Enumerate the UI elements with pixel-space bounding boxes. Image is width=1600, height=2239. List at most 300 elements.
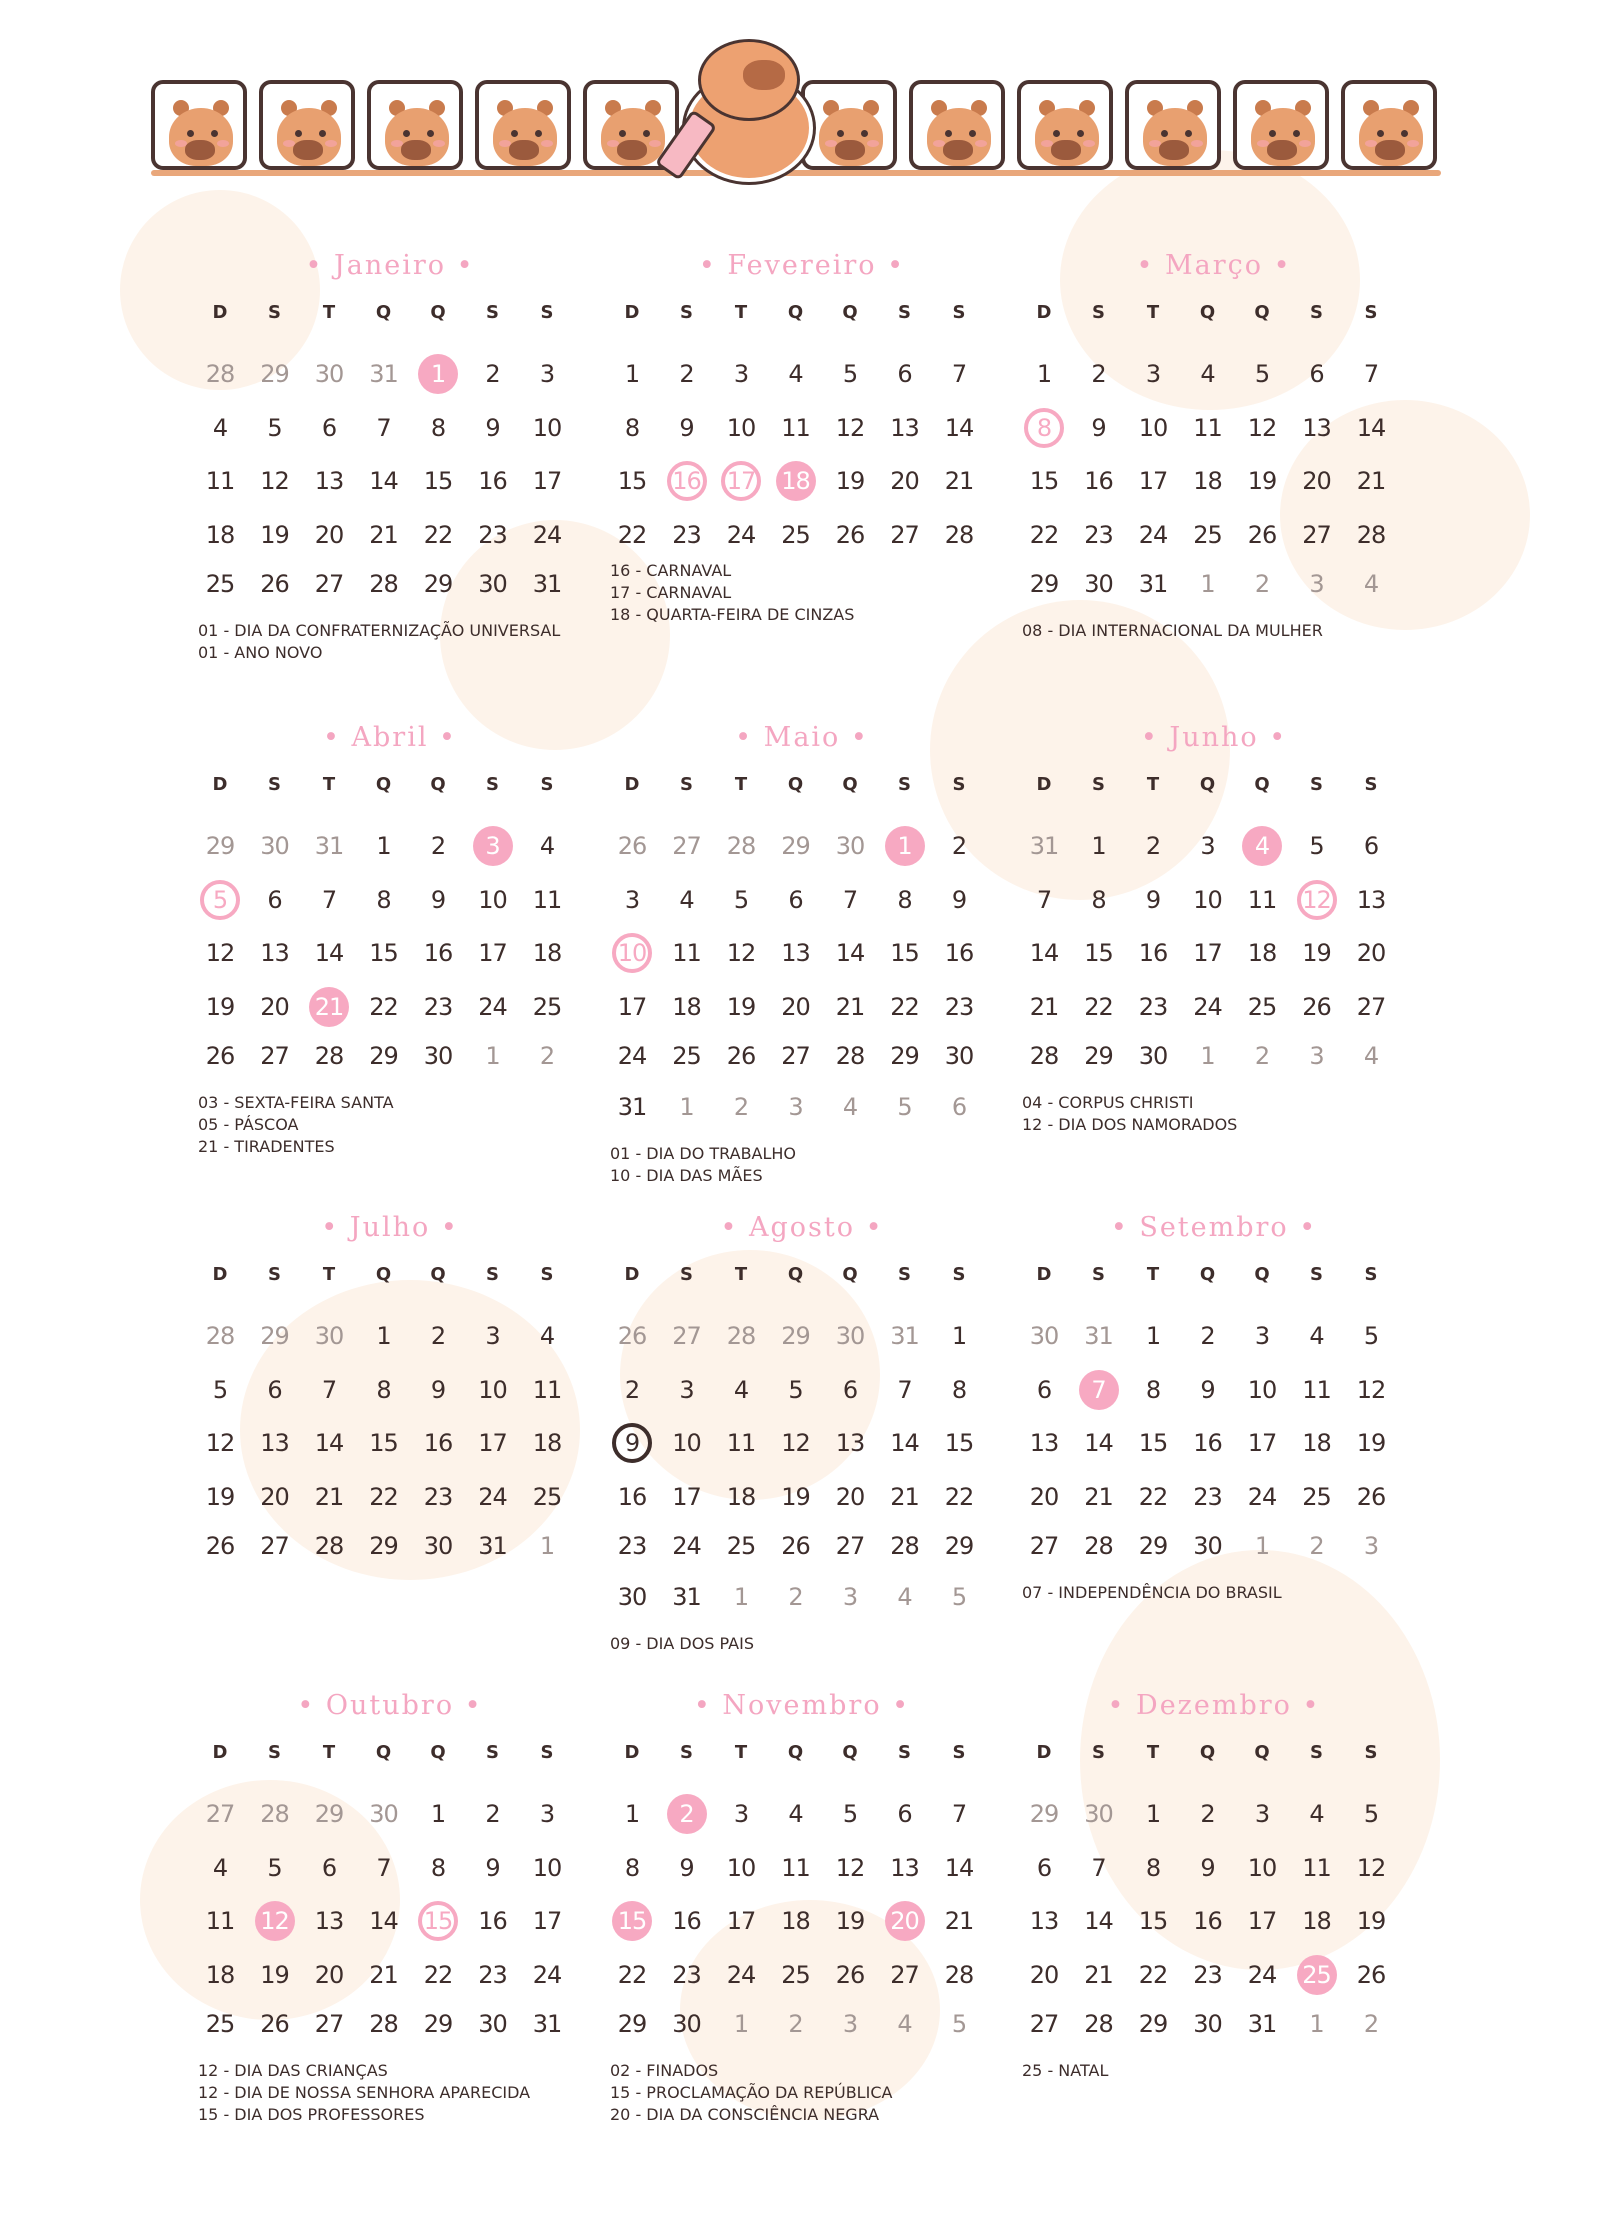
weekday-label: S [1364,1264,1378,1285]
holiday-note: 12 - DIA DE NOSSA SENHORA APARECIDA [198,2083,531,2102]
capybara-sticker-icon [259,80,355,170]
calendar-day: 17 [617,992,647,1021]
calendar-day: 30 [617,1582,647,1611]
calendar-day: 10 [478,885,507,914]
adjacent-month-day: 29 [314,1800,344,1828]
calendar-day: 6 [897,360,912,388]
calendar-day: 3 [539,360,555,388]
adjacent-month-day: 2 [539,1042,555,1070]
weekday-label: D [624,1264,640,1285]
calendar-day: 29 [1029,570,1059,598]
calendar-day: 5 [212,1375,228,1404]
weekday-label: S [1310,1264,1323,1285]
weekday-label: T [734,1742,748,1763]
calendar-day: 25 [1302,1482,1331,1511]
calendar-day: 18 [205,520,235,549]
adjacent-month-day: 2 [1309,1532,1324,1560]
calendar-day: 18 [1302,1907,1331,1935]
adjacent-month-day: 5 [897,1092,912,1121]
weekday-label: S [268,774,281,795]
adjacent-month-day: 5 [951,2010,967,2038]
calendar-day: 14 [835,939,865,967]
adjacent-month-day: 29 [781,1322,810,1350]
weekday-label: Q [787,302,804,323]
calendar-day: 28 [944,520,974,549]
holiday-notes [198,1092,394,1158]
calendar-day: 30 [478,2010,507,2038]
calendar-day: 25 [1297,1955,1337,1995]
weekday-label: S [486,1742,499,1763]
adjacent-month-day: 26 [617,1322,647,1350]
adjacent-month-day: 1 [539,1532,555,1560]
adjacent-month-day: 1 [485,1042,500,1070]
calendar-day: 27 [890,520,919,549]
calendar-day: 1 [1091,832,1106,860]
calendar-day: 21 [1084,1482,1113,1511]
holiday-note: 01 - DIA DO TRABALHO [610,1143,797,1163]
calendar-day: 24 [478,1482,507,1511]
calendar-day: 1 [430,1800,446,1828]
capybara-sticker-icon [1233,80,1329,170]
weekday-label: S [680,1264,693,1285]
calendar-day: 5 [788,1375,803,1404]
calendar-day: 12 [260,467,289,495]
adjacent-month-day: 29 [1029,1800,1059,1828]
adjacent-month-day: 2 [788,2010,803,2038]
calendar-day: 27 [260,1532,289,1560]
calendar-day: 13 [1302,413,1331,442]
calendar-day: 26 [260,2010,289,2038]
calendar-day: 11 [781,1853,810,1882]
calendar-day: 11 [205,467,235,495]
weekday-label: D [1036,1742,1052,1763]
calendar-day: 8 [1091,885,1106,914]
calendar-day: 10 [478,1375,507,1404]
calendar-day: 16 [1193,1907,1222,1935]
calendar-day: 24 [532,1960,562,1989]
calendar-day: 26 [205,1042,235,1070]
calendar-day: 2 [485,1800,500,1828]
calendar-day: 22 [890,992,919,1021]
calendar-day: 26 [1356,1482,1386,1511]
calendar-day: 24 [726,520,756,549]
calendar-day: 21 [1356,467,1386,495]
calendar-day: 27 [314,2010,344,2038]
weekday-label: Q [842,1742,858,1763]
calendar-day: 10 [1138,413,1168,442]
weekday-label: D [212,774,228,795]
calendar-day: 30 [1138,1042,1168,1070]
holiday-note: 07 - INDEPENDÊNCIA DO BRASIL [1022,1583,1282,1602]
adjacent-month-day: 29 [781,832,810,860]
calendar-day: 27 [890,1960,919,1989]
calendar-day: 29 [369,1042,398,1070]
calendar-day: 2 [1200,1322,1215,1350]
weekday-label: Q [1199,302,1216,323]
calendar-day: 9 [679,413,694,442]
calendar-day: 30 [423,1532,453,1560]
holiday-notes [610,1633,754,1655]
weekday-label: Q [375,774,392,795]
weekday-header [200,1264,580,1294]
weekday-label: S [952,302,966,323]
calendar-day: 3 [679,1375,694,1404]
weekday-label: S [540,1742,554,1763]
weekday-label: T [322,1264,336,1285]
weekday-label: T [1146,1264,1160,1285]
holiday-notes [610,560,854,626]
calendar-day: 27 [1302,520,1331,549]
adjacent-month-day: 29 [260,1322,289,1350]
calendar-day: 14 [314,939,344,967]
calendar-day: 30 [672,2010,701,2038]
calendar-day: 9 [430,1375,446,1404]
calendar-day: 25 [205,570,235,598]
calendar-day: 14 [314,1429,344,1457]
adjacent-month-day: 30 [369,1800,398,1828]
calendar-day: 31 [617,1092,647,1121]
weekday-label: S [898,1742,911,1763]
calendar-day: 19 [1247,467,1277,495]
calendar-day: 20 [890,467,919,495]
adjacent-month-day: 29 [205,832,235,860]
adjacent-month-day: 27 [672,832,701,860]
holiday-notes [198,620,560,664]
calendar-day: 2 [951,832,967,860]
calendar-day: 27 [781,1042,810,1070]
calendar-day: 17 [1247,1429,1277,1457]
calendar-day: 23 [478,1960,507,1989]
calendar-day: 21 [890,1482,919,1511]
calendar-day: 4 [1309,1800,1324,1828]
weekday-label: S [1364,1742,1378,1763]
calendar-day: 21 [944,1907,974,1935]
weekday-header [1024,1264,1404,1294]
calendar-day: 9 [485,413,500,442]
calendar-day: 24 [617,1042,647,1070]
weekday-label: S [898,302,911,323]
calendar-day: 13 [1356,885,1386,914]
weekday-label: Q [1254,1742,1270,1763]
holiday-note: 12 - DIA DAS CRIANÇAS [198,2061,388,2080]
capybara-sticker-icon [151,80,247,170]
weekday-label: S [486,774,499,795]
calendar-day: 21 [1084,1960,1113,1989]
calendar-day: 10 [672,1429,701,1457]
calendar-day: 16 [423,939,453,967]
calendar-day: 11 [781,413,810,442]
calendar-day: 6 [1309,360,1324,388]
calendar-day: 21 [369,1960,398,1989]
month-title: • Julho • [321,1212,459,1243]
adjacent-month-day: 2 [788,1582,803,1611]
calendar-day: 17 [478,939,507,967]
calendar-day: 3 [539,1800,555,1828]
calendar-day: 26 [205,1532,235,1560]
month-title: • Outubro • [297,1690,483,1721]
calendar-day: 28 [1356,520,1386,549]
calendar-day: 4 [539,832,555,860]
calendar-day: 8 [624,413,640,442]
adjacent-month-day: 4 [897,1582,912,1611]
calendar-day: 20 [781,992,810,1021]
calendar-day: 14 [369,1907,398,1935]
calendar-day: 14 [890,1429,919,1457]
adjacent-month-day: 1 [1200,1042,1215,1070]
adjacent-month-day: 30 [1029,1322,1059,1350]
calendar-day: 12 [781,1429,810,1457]
calendar-day: 18 [781,1907,810,1935]
adjacent-month-day: 2 [1254,1042,1270,1070]
calendar-day: 18 [776,461,816,501]
weekday-label: S [540,302,554,323]
calendar-day: 2 [1091,360,1106,388]
calendar-day: 4 [788,360,803,388]
adjacent-month-day: 28 [260,1800,289,1828]
weekday-header [200,302,580,332]
adjacent-month-day: 27 [672,1322,701,1350]
calendar-day: 31 [532,2010,562,2038]
calendar-day: 30 [478,570,507,598]
calendar-day: 30 [944,1042,974,1070]
calendar-day: 16 [672,1907,701,1935]
calendar-day: 4 [679,885,694,914]
calendar-day: 23 [944,992,974,1021]
calendar-day: 9 [1200,1853,1215,1882]
calendar-day: 7 [321,1375,337,1404]
calendar-day: 25 [532,992,562,1021]
calendar-day: 28 [314,1532,344,1560]
calendar-day: 8 [1024,408,1064,448]
weekday-header [612,774,992,804]
calendar-day: 15 [423,467,453,495]
weekday-label: Q [1199,774,1216,795]
calendar-day: 7 [321,885,337,914]
calendar-day: 23 [478,520,507,549]
calendar-day: 11 [1247,885,1277,914]
calendar-day: 17 [532,467,562,495]
weekday-label: S [486,1264,499,1285]
calendar-day: 18 [1247,939,1277,967]
calendar-day: 20 [1356,939,1386,967]
weekday-label: D [212,1264,228,1285]
calendar-day: 16 [1193,1429,1222,1457]
calendar-day: 28 [890,1532,919,1560]
calendar-day: 30 [423,1042,453,1070]
calendar-day: 10 [532,1853,562,1882]
adjacent-month-day: 29 [260,360,289,388]
calendar-day: 15 [1029,467,1059,495]
calendar-day: 4 [539,1322,555,1350]
calendar-day: 22 [1138,1960,1168,1989]
calendar-day: 28 [1084,1532,1113,1560]
calendar-day: 3 [1254,1322,1270,1350]
calendar-day: 28 [835,1042,865,1070]
calendar-day: 3 [485,1322,500,1350]
calendar-day: 9 [1200,1375,1215,1404]
weekday-header [200,1742,580,1772]
adjacent-month-day: 28 [726,832,756,860]
calendar-day: 22 [423,520,453,549]
calendar-day: 4 [212,413,228,442]
weekday-label: D [212,302,228,323]
calendar-day: 16 [478,467,507,495]
weekday-header [612,302,992,332]
weekday-label: T [1146,774,1160,795]
weekday-label: Q [430,302,446,323]
calendar-day: 22 [369,992,398,1021]
weekday-label: Q [842,302,858,323]
adjacent-month-day: 4 [842,1092,858,1121]
calendar-day: 28 [1029,1042,1059,1070]
adjacent-month-day: 26 [617,832,647,860]
weekday-label: S [268,1742,281,1763]
calendar-day: 27 [835,1532,865,1560]
calendar-day: 26 [781,1532,810,1560]
calendar-day: 4 [212,1853,228,1882]
capybara-banner [151,72,1441,182]
calendar-day: 7 [1079,1370,1119,1410]
calendar-day: 1 [1036,360,1052,388]
calendar-day: 26 [835,520,865,549]
adjacent-month-day: 30 [1084,1800,1113,1828]
calendar-day: 8 [430,1853,446,1882]
calendar-day: 7 [376,413,391,442]
calendar-day: 1 [624,360,640,388]
calendar-day: 31 [478,1532,507,1560]
calendar-day: 9 [612,1423,652,1463]
weekday-label: S [898,774,911,795]
weekday-label: S [540,774,554,795]
holiday-notes [198,2060,530,2126]
holiday-note: 15 - DIA DOS PROFESSORES [198,2105,425,2124]
calendar-day: 4 [788,1800,803,1828]
calendar-day: 15 [612,1901,652,1941]
calendar-day: 29 [1138,2010,1168,2038]
calendar-day: 19 [1356,1907,1386,1935]
calendar-day: 1 [1145,1322,1161,1350]
calendar-day: 2 [430,832,446,860]
calendar-day: 20 [885,1901,925,1941]
capybara-sticker-icon [1341,80,1437,170]
adjacent-month-day: 4 [1363,570,1379,598]
calendar-day: 21 [369,520,398,549]
calendar-day: 26 [1247,520,1277,549]
adjacent-month-day: 1 [1200,570,1215,598]
weekday-label: S [1364,302,1378,323]
calendar-day: 15 [369,1429,398,1457]
calendar-day: 29 [423,570,453,598]
calendar-day: 12 [255,1901,295,1941]
adjacent-month-day: 3 [1309,570,1324,598]
calendar-day: 6 [788,885,803,914]
calendar-day: 15 [1138,1429,1168,1457]
calendar-day: 19 [205,992,235,1021]
calendar-day: 12 [205,1429,235,1457]
calendar-day: 24 [1247,1482,1277,1511]
weekday-label: T [734,1264,748,1285]
calendar-day: 29 [1084,1042,1113,1070]
month-title: • Março • [1136,250,1292,281]
calendar-day: 29 [617,2010,647,2038]
weekday-header [612,1264,992,1294]
calendar-day: 2 [679,360,694,388]
calendar-day: 10 [1193,885,1222,914]
holiday-note: 01 - ANO NOVO [198,643,323,662]
calendar-day: 25 [672,1042,701,1070]
month-title: • Setembro • [1110,1212,1318,1243]
calendar-day: 9 [430,885,446,914]
calendar-day: 13 [1029,1907,1059,1935]
calendar-day: 27 [1029,1532,1059,1560]
weekday-label: S [1092,774,1105,795]
adjacent-month-day: 1 [733,2010,749,2038]
calendar-day: 16 [478,1907,507,1935]
calendar-day: 25 [1193,520,1222,549]
adjacent-month-day: 1 [1309,2010,1324,2038]
adjacent-month-day: 31 [890,1322,919,1350]
calendar-day: 10 [726,1853,756,1882]
calendar-day: 1 [418,354,458,394]
adjacent-month-day: 28 [205,1322,235,1350]
adjacent-month-day: 4 [1363,1042,1379,1070]
weekday-header [1024,1742,1404,1772]
calendar-day: 13 [260,1429,289,1457]
calendar-day: 29 [944,1532,974,1560]
weekday-label: D [212,1742,228,1763]
calendar-day: 29 [369,1532,398,1560]
holiday-note: 02 - FINADOS [610,2061,719,2080]
calendar-day: 19 [260,1960,289,1989]
calendar-day: 11 [1302,1853,1331,1882]
calendar-day: 20 [1029,1960,1059,1989]
calendar-day: 7 [1036,885,1052,914]
calendar-day: 5 [842,360,858,388]
weekday-label: D [1036,1264,1052,1285]
weekday-label: S [680,1742,693,1763]
weekday-label: Q [375,1742,392,1763]
calendar-day: 3 [1200,832,1215,860]
calendar-day: 30 [1084,570,1113,598]
calendar-day: 11 [1193,413,1222,442]
calendar-day: 31 [672,1582,701,1611]
calendar-day: 16 [423,1429,453,1457]
calendar-day: 20 [835,1482,865,1511]
capybara-sticker-icon [1017,80,1113,170]
calendar-day: 18 [1193,467,1222,495]
calendar-day: 7 [951,360,967,388]
calendar-day: 21 [944,467,974,495]
weekday-label: T [322,774,336,795]
weekday-label: T [734,302,748,323]
adjacent-month-day: 2 [1254,570,1270,598]
holiday-notes [1022,1582,1282,1604]
adjacent-month-day: 3 [788,1092,803,1121]
capybara-sticker-icon [1125,80,1221,170]
holiday-note: 05 - PÁSCOA [198,1115,299,1134]
weekday-label: Q [1199,1742,1216,1763]
calendar-day: 5 [200,880,240,920]
capybara-sticker-icon [475,80,571,170]
calendar-day: 20 [260,1482,289,1511]
adjacent-month-day: 31 [1084,1322,1113,1350]
holiday-notes [610,1143,796,1187]
calendar-day: 24 [672,1532,701,1560]
calendar-day: 23 [1193,1482,1222,1511]
calendar-day: 11 [205,1907,235,1935]
calendar-day: 1 [624,1800,640,1828]
calendar-day: 8 [897,885,912,914]
